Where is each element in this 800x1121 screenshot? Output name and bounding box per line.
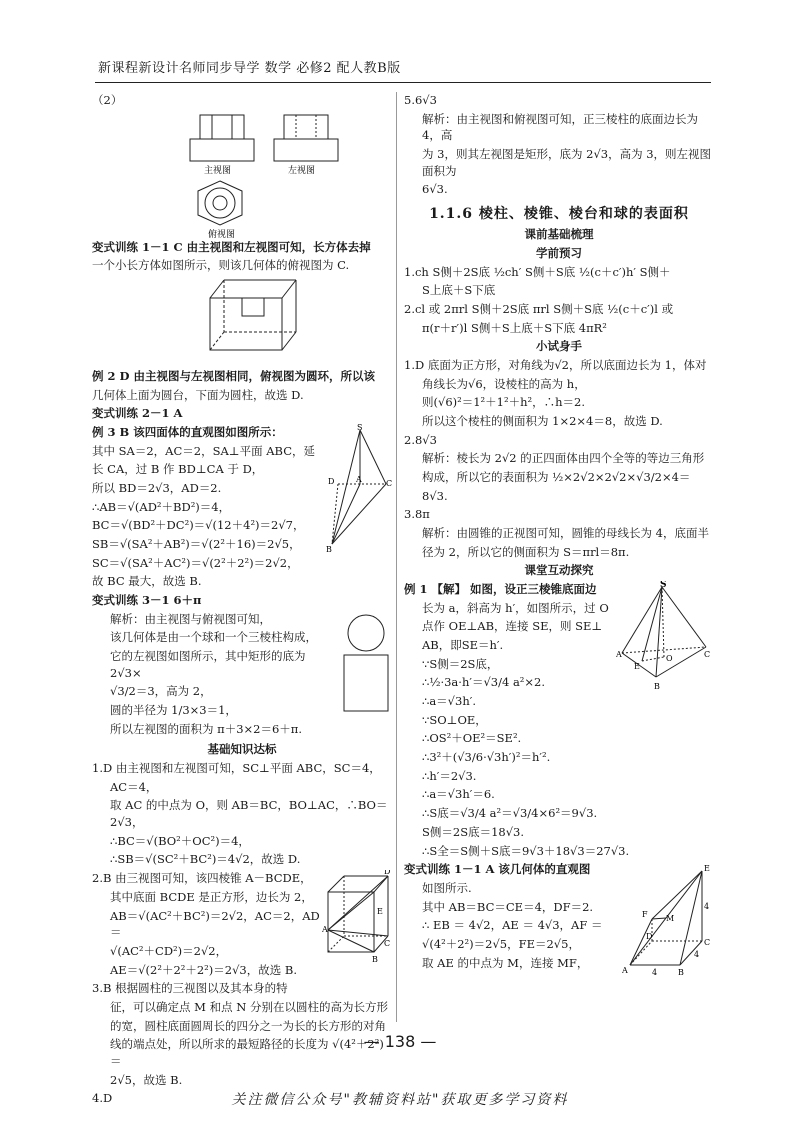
q2-line1: 2.B 由三视图可知，该四棱锥 A－BCDE， [92, 871, 312, 886]
fig-label-c4: C [704, 938, 711, 948]
q5-analysis-2: 为 3，则其左视图是矩形，底为 2√3，高为 3，则左视图面积为 [422, 147, 712, 178]
q1-line4: ∴BC＝√(BO²＋OC²)＝4， [110, 833, 250, 848]
ex3-line8: SC＝√(SA²＋AC²)＝√(2²＋2²)＝2√2， [92, 555, 299, 570]
t1-line3: 则(√6)²＝1²＋1²＋h²，∴h＝2. [422, 395, 585, 410]
ex1-line3: 点作 OE⊥AB，连接 SE，则 SE⊥ [422, 619, 603, 634]
pre2-line2: π(r＋r′)l S侧＋S上底＋S下底 4πR² [422, 320, 607, 335]
vt31-analysis-5: 圆的半径为 1/3×3＝1， [110, 703, 237, 718]
vt11r-line6: 取 AE 的中点为 M，连接 MF， [422, 955, 589, 970]
fig-label-b4: B [678, 968, 684, 978]
column-divider [396, 92, 397, 1022]
vt31-analysis-1: 解析：由主视图与俯视图可知， [110, 611, 271, 626]
ex3-line9: 故 BC 最大，故选 B. [92, 574, 202, 589]
ex1-line6: ∴½·3a·h′＝√3/4 a²×2. [422, 675, 546, 690]
fig-label-m4: M [666, 914, 675, 924]
ex3-line6: BC＝√(BD²＋DC²)＝√(12＋4²)＝2√7， [92, 518, 305, 533]
ex1-line8: ∵SO⊥OE， [422, 712, 487, 727]
fig-label-e2: E [377, 907, 384, 917]
ex1-line11: ∴h′＝2√3. [422, 768, 477, 783]
left-column [92, 92, 392, 1109]
fig-label-4b: 4 [652, 968, 658, 978]
t1-line1: 1.D 底面为正方形，对角线为√2，所以底面边长为 1，体对 [404, 358, 707, 373]
pre1-line2: S上底＋S下底 [422, 283, 496, 298]
fig-label-c2: C [384, 939, 391, 949]
fig-label-4c: 4 [694, 950, 700, 960]
footer-watermark: 关注微信公众号"教辅资料站"获取更多学习资料 [231, 1092, 569, 1108]
vt31-analysis-6: 所以左视图的面积为 π＋3×2＝6＋π. [110, 721, 303, 736]
vt31-analysis-4: √3/2＝3，高为 2， [110, 684, 212, 699]
q5-analysis-3: 6√3. [422, 182, 448, 197]
pyramid-in-cube-figure [322, 870, 392, 966]
fig-label-c: C [386, 479, 392, 489]
ex1-line13: ∴S底＝√3/4 a²＝√3/4×6²＝9√3. [422, 806, 598, 821]
q5-line: 5.6√3 [404, 93, 437, 107]
fig-label-a3: A [616, 650, 622, 660]
top-view-drawing [198, 181, 242, 225]
fig-label-a4: A [622, 966, 628, 976]
running-header: 新课程新设计名师同步导学 数学 必修2 配人教B版 [98, 61, 401, 76]
ex3-line4: 所以 BD＝2√3，AD＝2. [92, 481, 222, 496]
q1-line2: AC＝4， [110, 779, 158, 794]
section-pre-class: 课前基础梳理 [524, 227, 594, 242]
fig-label-f4: F [642, 910, 648, 920]
fig-label-d2: D [384, 870, 391, 877]
three-view-figure [92, 111, 392, 239]
t2-line: 2.8√3 [404, 432, 437, 447]
tetrahedron-figure [324, 424, 392, 554]
vt11r-line5: √(4²＋2²)＝2√5，FE＝2√5， [422, 936, 580, 951]
ex1-line2: 长为 a，斜高为 h′，如图所示，过 O [422, 600, 609, 615]
left-view-drawing [274, 115, 338, 161]
vt11r-line2: 如图所示. [422, 880, 472, 895]
t2-analysis-2: 构成，所以它的表面积为 ½×2√2×2√2×√3/2×4＝ [422, 470, 691, 485]
ex2-line1: 例 2 D 由主视图与左视图相同，俯视图为圆环，所以该 [92, 369, 375, 384]
ex1-line14: S侧＝2S底＝18√3. [422, 824, 525, 839]
cuboid-figure [92, 276, 392, 368]
fig-label-s3: S [660, 581, 667, 591]
section-try: 小试身手 [536, 339, 582, 354]
ex3-line3: 长 CA，过 B 作 BD⊥CA 于 D， [92, 462, 264, 477]
t2-analysis-1: 解析：棱长为 2√2 的正四面体由四个全等的等边三角形 [422, 451, 705, 466]
t3-analysis-1: 解析：由圆锥的正视图可知，圆锥的母线长为 4，底面半 [422, 526, 709, 541]
vt11-line1: 变式训练 1－1 C 由主视图和左视图可知，长方体去掉 [92, 239, 371, 254]
ex1-line1: 例 1 【解】 如图，设正三棱锥底面边 [404, 582, 597, 597]
triangular-pyramid-figure [616, 581, 712, 693]
fig-label-e4: E [704, 864, 710, 874]
t1-line2: 角线长为√6，设棱柱的高为 h， [422, 376, 586, 391]
item-2-label: （2） [92, 93, 123, 107]
ex3-line7: SB＝√(SA²＋AB²)＝√(2²＋16)＝2√5， [92, 537, 301, 552]
t3-line: 3.8π [404, 507, 430, 522]
ex1-line4: AB，即SE＝h′. [422, 638, 504, 653]
vt11r-line1: 变式训练 1－1 A 该几何体的直观图 [404, 862, 591, 877]
vt11-line2: 一个小长方体如图所示，则该几何体的俯视图为 C. [92, 258, 350, 273]
q1-line5: ∴SB＝√(SC²＋BC²)＝4√2，故选 D. [110, 852, 301, 867]
fig-label-e3: E [634, 662, 640, 672]
fig-label-a2: A [322, 925, 329, 935]
fig-label-c3: C [704, 650, 711, 660]
sphere-prism-left-view [340, 611, 392, 721]
q2-line5: AE＝√(2²＋2²＋2²)＝2√3，故选 B. [110, 962, 298, 977]
q3-line1: 3.B 根据圆柱的三视图以及其本身的特 [92, 981, 288, 996]
q3-line4: 线的端点处，所以所求的最短路径的长度为 √(4²＋2²)＝ [110, 1037, 384, 1068]
fig-label-d: D [328, 477, 335, 487]
q4-line: 4.D [92, 1091, 113, 1106]
q3-line5: 2√5，故选 B. [110, 1072, 183, 1087]
vt11r-line4: ∴ EB ＝ 4√2，AE ＝ 4√3，AF ＝ [422, 918, 603, 933]
t2-analysis-3: 8√3. [422, 488, 448, 503]
t3-analysis-2: 径为 2，所以它的侧面积为 S＝πrl＝8π. [422, 544, 630, 559]
vt21-line: 变式训练 2－1 A [92, 406, 183, 421]
q2-line2: 其中底面 BCDE 是正方形，边长为 2， [110, 889, 313, 904]
q2-line3: AB＝√(AC²＋BC²)＝2√2，AC＝2，AD＝ [110, 908, 320, 940]
q2-line4: √(AC²＋CD²)＝2√2， [110, 943, 228, 958]
ex1-line9: ∴OS²＋OE²＝SE². [422, 731, 522, 746]
vt31-analysis-2: 该几何体是由一个球和一个三棱柱构成， [110, 630, 317, 645]
q3-line2: 征，可以确定点 M 和点 N 分别在以圆柱的高为长方形 [110, 999, 388, 1014]
solid-figure-4 [622, 861, 714, 979]
ex3-line2: 其中 SA＝2，AC＝2，SA⊥平面 ABC，延 [92, 443, 315, 458]
section-title: 1.1.6 棱柱、棱锥、棱台和球的表面积 [429, 206, 689, 223]
pre2-line1: 2.cl 或 2πrl S侧＋2S底 πrl S侧＋S底 ½(c＋c′)l 或 [404, 302, 674, 317]
right-column [404, 92, 714, 979]
section-preview: 学前预习 [536, 246, 582, 260]
fig-label-b: B [326, 545, 332, 555]
q3-line3: 的宽，圆柱底面圆周长的四分之一为长的长方形的对角 [110, 1018, 386, 1033]
section-basic-knowledge: 基础知识达标 [207, 742, 277, 757]
q1-line3: 取 AC 的中点为 O，则 AB＝BC，BO⊥AC，∴BO＝2√3， [110, 798, 388, 830]
fig-label-b3: B [654, 682, 660, 692]
fig-label-a: A [356, 475, 362, 485]
fig-label-4a: 4 [704, 902, 710, 912]
vt31-line: 变式训练 3－1 6＋π [92, 593, 202, 608]
ex1-line15: ∴S全＝S侧＋S底＝9√3＋18√3＝27√3. [422, 843, 630, 858]
ex1-line5: ∵S侧＝2S底， [422, 656, 499, 671]
header-rule [95, 82, 711, 83]
vt11r-line3: 其中 AB＝BC＝CE＝4，DF＝2. [422, 899, 594, 914]
ex1-line10: ∴3²＋(√3/6·√3h′)²＝h′². [422, 750, 551, 765]
ex3-line5: ∴AB＝√(AD²＋BD²)＝4， [92, 499, 231, 514]
fig-label-b2: B [372, 955, 379, 965]
q1-line1: 1.D 由主视图和左视图可知，SC⊥平面 ABC，SC＝4， [92, 761, 381, 776]
fig-label-s: S [357, 424, 363, 433]
pre1-line1: 1.ch S侧＋2S底 ½ch′ S侧＋S底 ½(c＋c′)h′ S侧＋ [404, 264, 671, 279]
ex2-line2: 几何体上面为圆台，下面为圆柱，故选 D. [92, 387, 304, 402]
section-class-explore: 课堂互动探究 [524, 563, 594, 578]
main-view-drawing [190, 115, 254, 161]
q5-analysis-1: 解析：由主视图和俯视图可知，正三棱柱的底面边长为 4，高 [422, 111, 698, 143]
ex1-line12: ∴a＝√3h′＝6. [422, 787, 495, 802]
vt31-analysis-3: 它的左视图如图所示，其中矩形的底为 2√3× [110, 649, 306, 680]
top-view-label: 俯视图 [208, 229, 236, 239]
ex3-line1: 例 3 B 该四面体的直观图如图所示： [92, 425, 283, 440]
t1-line4: 所以这个棱柱的侧面积为 1×2×4＝8，故选 D. [422, 414, 663, 429]
left-view-label: 左视图 [288, 165, 316, 176]
page-number: — 138 — [363, 1032, 437, 1051]
ex1-line7: ∴a＝√3h′. [422, 694, 476, 709]
main-view-label: 主视图 [204, 165, 232, 176]
fig-label-d4: D [646, 932, 653, 942]
fig-label-o3: O [666, 654, 673, 664]
